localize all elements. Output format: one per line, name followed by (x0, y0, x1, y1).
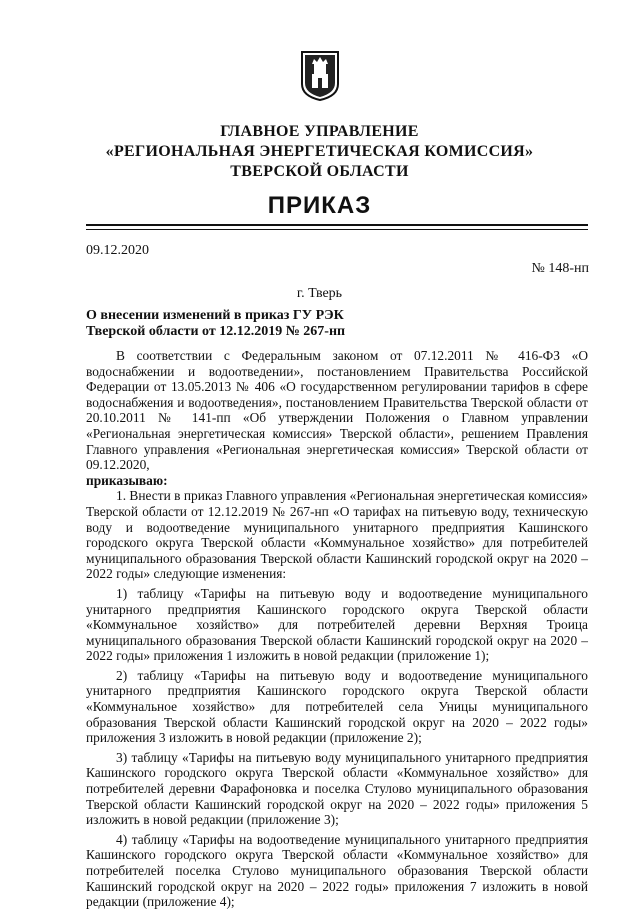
item-1-paragraph: 1. Внести в приказ Главного управления «Региональная энергетическая комиссия» Тверской области от 12.12.2019 № 267-нп «О тарифах на питьевую воду, техническую воду и водоотведение муниципального унитарного предприятия Кашинского городского округа Тверской области «Коммунальное хозяйство» для потребителей муниципального образования Тверской области Кашинский городской округ на 2020 – 2022 годы» следующие изменения: (86, 488, 588, 582)
subitem-3-paragraph: 3) таблицу «Тарифы на питьевую воду муниципального унитарного предприятия Кашинского городского округа Тверской области «Коммунальное хозяйство» для потребителей деревни Фарафоновка и поселка Стулово муниципального образования Тверской области Кашинский городской округ на 2020 – 2022 годы» приложения 5 изложить в новой редакции (приложение 3); (86, 749, 588, 828)
subject-line-2: Тверской области от 12.12.2019 № 267-нп (86, 324, 346, 339)
org-line-2: «РЕГИОНАЛЬНАЯ ЭНЕРГЕТИЧЕСКАЯ КОМИССИЯ» (105, 143, 534, 160)
org-line-3: ТВЕРСКОЙ ОБЛАСТИ (230, 163, 409, 180)
header-rule-thin (86, 229, 588, 230)
tver-coat-of-arms-icon (300, 50, 340, 102)
document-type-title: ПРИКАЗ (267, 192, 372, 219)
document-number: № 148-нп (531, 261, 589, 276)
header-rule-thick (86, 224, 588, 226)
document-body (86, 348, 588, 910)
subject-line-1: О внесении изменений в приказ ГУ РЭК (86, 308, 344, 323)
document-city: г. Тверь (296, 286, 343, 301)
document-subject (86, 308, 386, 340)
org-line-1: ГЛАВНОЕ УПРАВЛЕНИЕ (220, 123, 419, 140)
subitem-4-paragraph: 4) таблицу «Тарифы на водоотведение муниципального унитарного предприятия Кашинского городского округа Тверской области «Коммунальное хозяйство» для потребителей поселка Стулово муниципального образования Тверской области Кашинский городской округ на 2020 – 2022 годы» приложения 7 изложить в новой редакции (приложение 4); (86, 831, 588, 910)
subitem-1-paragraph: 1) таблицу «Тарифы на питьевую воду и водоотведение муниципального унитарного предприятия Кашинского городского округа Тверской области «Коммунальное хозяйство» для потребителей деревни Верхняя Троица муниципального образования Тверской области Кашинский городской округ на 2020 – 2022 годы» приложения 1 изложить в новой редакции (приложение 1); (86, 585, 588, 664)
organization-name (0, 122, 639, 182)
preamble-paragraph: В соответствии с Федеральным законом от 07.12.2011 № 416-ФЗ «О водоснабжении и водоотведении», постановлением Правительства Российской Федерации от 13.05.2013 № 406 «О государственном регулировании тарифов в сфере водоснабжения и водоотведения», постановлением Правительства Тверской области от 20.10.2011 № 141-пп «Об утверждении Положения о Главном управлении «Региональная энергетическая комиссия» Тверской области», решением Правления Главного управления «Региональная энергетическая комиссия» Тверской области от 09.12.2020, (86, 348, 588, 473)
order-word: приказываю: (86, 472, 168, 488)
subitem-2-paragraph: 2) таблицу «Тарифы на питьевую воду и водоотведение муниципального унитарного предприятия Кашинского городского округа Тверской области «Коммунальное хозяйство» для потребителей села Уницы муниципального образования Тверской области Кашинский городской округ на 2020 – 2022 годы» приложения 3 изложить в новой редакции (приложение 2); (86, 667, 588, 746)
document-date: 09.12.2020 (86, 243, 149, 258)
